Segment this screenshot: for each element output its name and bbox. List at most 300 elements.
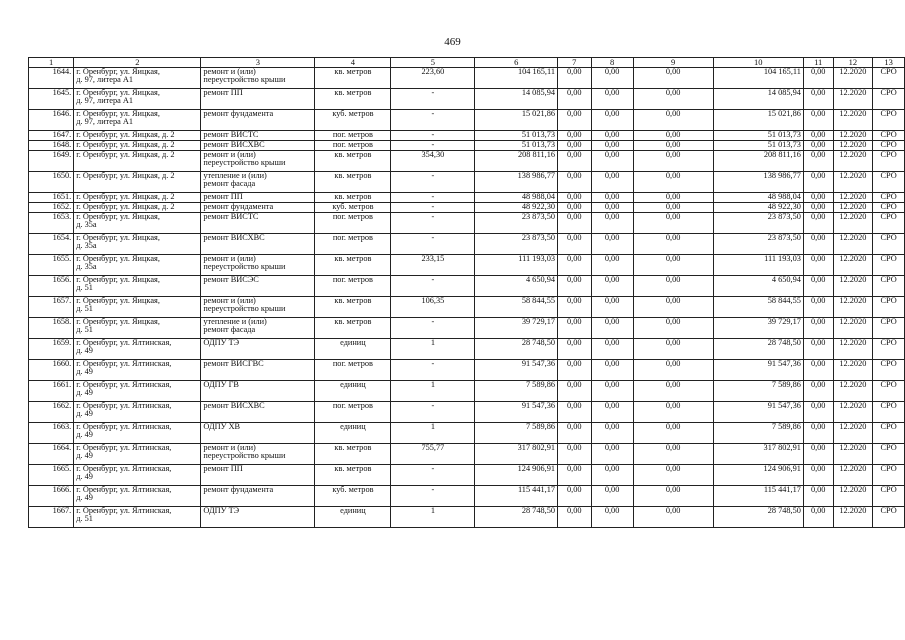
- unit-cell: кв. метров: [315, 151, 391, 172]
- cost-cell: 58 844,55: [713, 297, 803, 318]
- value-cell: 0,00: [803, 89, 833, 110]
- row-number-cell: 1664.: [29, 444, 74, 465]
- quantity-cell: -: [391, 110, 475, 131]
- row-number-cell: 1667.: [29, 507, 74, 528]
- value-cell: 0,00: [803, 276, 833, 297]
- unit-cell: кв. метров: [315, 255, 391, 276]
- cost-cell: 7 589,86: [713, 381, 803, 402]
- value-cell: 0,00: [633, 141, 713, 151]
- table-row: [29, 423, 905, 444]
- row-number-cell: 1649.: [29, 151, 74, 172]
- quantity-cell: 223,60: [391, 68, 475, 89]
- work-type-cell: [201, 68, 315, 89]
- method-cell: СРО: [873, 172, 905, 193]
- value-cell: 0,00: [633, 172, 713, 193]
- row-number-cell: 1657.: [29, 297, 74, 318]
- column-number: 4: [315, 58, 391, 68]
- value-cell: 0,00: [591, 297, 633, 318]
- value-cell: 0,00: [558, 402, 592, 423]
- value-cell: 0,00: [591, 213, 633, 234]
- deadline-cell: 12.2020: [833, 68, 873, 89]
- value-cell: 0,00: [803, 381, 833, 402]
- work-type-cell: [201, 297, 315, 318]
- method-cell: СРО: [873, 318, 905, 339]
- address-line: д. 35а: [76, 262, 97, 272]
- address-line: г. Оренбург, ул. Ялтинская,: [76, 401, 172, 410]
- value-cell: 0,00: [803, 444, 833, 465]
- work-type-line: ремонт фасада: [203, 325, 256, 335]
- column-number: 8: [591, 58, 633, 68]
- address-cell: [74, 213, 201, 234]
- row-number-cell: 1662.: [29, 402, 74, 423]
- deadline-cell: 12.2020: [833, 234, 873, 255]
- address-line: г. Оренбург, ул. Яицкая,: [76, 275, 160, 284]
- table-row: [29, 193, 905, 203]
- cost-cell: 28 748,50: [713, 507, 803, 528]
- column-number: 12: [833, 58, 873, 68]
- value-cell: 0,00: [803, 172, 833, 193]
- value-cell: 0,00: [633, 203, 713, 213]
- column-number-row: [29, 58, 905, 68]
- work-type-line: утепление и (или): [203, 317, 267, 326]
- address-cell: [74, 255, 201, 276]
- work-type-line: ОДПУ ХВ: [203, 422, 241, 431]
- work-type-cell: [201, 193, 315, 203]
- work-type-cell: [201, 131, 315, 141]
- address-line: г. Оренбург, ул. Ялтинская,: [76, 443, 172, 452]
- address-line: д. 49: [76, 430, 93, 440]
- row-number-cell: 1648.: [29, 141, 74, 151]
- unit-cell: пог. метров: [315, 276, 391, 297]
- total-cost-cell: 317 802,91: [475, 444, 558, 465]
- table-row: [29, 402, 905, 423]
- quantity-cell: -: [391, 276, 475, 297]
- value-cell: 0,00: [558, 423, 592, 444]
- address-cell: [74, 276, 201, 297]
- work-type-line: ремонт ПП: [203, 88, 243, 97]
- address-cell: [74, 234, 201, 255]
- cost-cell: 4 650,94: [713, 276, 803, 297]
- address-line: д. 49: [76, 409, 93, 419]
- work-type-line: ремонт и (или): [203, 254, 256, 263]
- quantity-cell: -: [391, 234, 475, 255]
- value-cell: 0,00: [558, 276, 592, 297]
- work-type-cell: [201, 318, 315, 339]
- address-line: г. Оренбург, ул. Ялтинская,: [76, 338, 172, 347]
- address-line: д. 51: [76, 304, 93, 314]
- table-row: [29, 203, 905, 213]
- quantity-cell: 1: [391, 423, 475, 444]
- value-cell: 0,00: [803, 110, 833, 131]
- work-type-cell: [201, 402, 315, 423]
- address-line: д. 35а: [76, 220, 97, 230]
- total-cost-cell: 124 906,91: [475, 465, 558, 486]
- row-number-cell: 1659.: [29, 339, 74, 360]
- value-cell: 0,00: [633, 110, 713, 131]
- row-number-cell: 1656.: [29, 276, 74, 297]
- deadline-cell: 12.2020: [833, 203, 873, 213]
- row-number-cell: 1652.: [29, 203, 74, 213]
- value-cell: 0,00: [803, 68, 833, 89]
- value-cell: 0,00: [558, 381, 592, 402]
- method-cell: СРО: [873, 213, 905, 234]
- total-cost-cell: 14 085,94: [475, 89, 558, 110]
- method-cell: СРО: [873, 381, 905, 402]
- value-cell: 0,00: [591, 172, 633, 193]
- cost-cell: 51 013,73: [713, 131, 803, 141]
- address-line: г. Оренбург, ул. Ялтинская,: [76, 485, 172, 494]
- work-type-line: ремонт ВИСЭС: [203, 275, 259, 284]
- work-type-line: переустройство крыши: [203, 451, 286, 461]
- method-cell: СРО: [873, 402, 905, 423]
- value-cell: 0,00: [633, 193, 713, 203]
- value-cell: 0,00: [803, 465, 833, 486]
- value-cell: 0,00: [558, 213, 592, 234]
- value-cell: 0,00: [633, 297, 713, 318]
- method-cell: СРО: [873, 68, 905, 89]
- total-cost-cell: 91 547,36: [475, 402, 558, 423]
- method-cell: СРО: [873, 444, 905, 465]
- address-line: д. 51: [76, 514, 93, 524]
- value-cell: 0,00: [591, 444, 633, 465]
- address-line: д. 51: [76, 325, 93, 335]
- value-cell: 0,00: [591, 381, 633, 402]
- value-cell: 0,00: [558, 141, 592, 151]
- address-line: д. 49: [76, 472, 93, 482]
- work-type-line: ремонт фасада: [203, 179, 256, 189]
- table-row: [29, 507, 905, 528]
- value-cell: 0,00: [803, 234, 833, 255]
- address-line: г. Оренбург, ул. Яицкая, д. 2: [76, 150, 175, 159]
- unit-cell: единиц: [315, 507, 391, 528]
- cost-cell: 91 547,36: [713, 360, 803, 381]
- address-cell: [74, 465, 201, 486]
- value-cell: 0,00: [591, 402, 633, 423]
- address-cell: [74, 444, 201, 465]
- value-cell: 0,00: [558, 318, 592, 339]
- work-type-cell: [201, 255, 315, 276]
- address-line: г. Оренбург, ул. Ялтинская,: [76, 380, 172, 389]
- address-cell: [74, 402, 201, 423]
- table-row: [29, 141, 905, 151]
- value-cell: 0,00: [803, 402, 833, 423]
- unit-cell: кв. метров: [315, 89, 391, 110]
- method-cell: СРО: [873, 89, 905, 110]
- deadline-cell: 12.2020: [833, 381, 873, 402]
- quantity-cell: 354,30: [391, 151, 475, 172]
- value-cell: 0,00: [803, 507, 833, 528]
- address-line: д. 49: [76, 388, 93, 398]
- address-line: г. Оренбург, ул. Яицкая,: [76, 254, 160, 263]
- work-type-line: ремонт ВИСХВС: [203, 401, 265, 410]
- value-cell: 0,00: [633, 318, 713, 339]
- method-cell: СРО: [873, 193, 905, 203]
- address-line: г. Оренбург, ул. Яицкая, д. 2: [76, 140, 175, 149]
- deadline-cell: 12.2020: [833, 89, 873, 110]
- quantity-cell: 106,35: [391, 297, 475, 318]
- value-cell: 0,00: [803, 203, 833, 213]
- work-type-cell: [201, 465, 315, 486]
- quantity-cell: -: [391, 402, 475, 423]
- address-line: д. 97, литера А1: [76, 96, 133, 106]
- value-cell: 0,00: [558, 507, 592, 528]
- quantity-cell: -: [391, 465, 475, 486]
- table-row: [29, 465, 905, 486]
- value-cell: 0,00: [633, 381, 713, 402]
- address-cell: [74, 486, 201, 507]
- method-cell: СРО: [873, 360, 905, 381]
- quantity-cell: -: [391, 360, 475, 381]
- cost-cell: 7 589,86: [713, 423, 803, 444]
- deadline-cell: 12.2020: [833, 151, 873, 172]
- value-cell: 0,00: [803, 360, 833, 381]
- address-line: г. Оренбург, ул. Яицкая,: [76, 233, 160, 242]
- table-row: [29, 89, 905, 110]
- value-cell: 0,00: [803, 339, 833, 360]
- column-number: 3: [201, 58, 315, 68]
- deadline-cell: 12.2020: [833, 213, 873, 234]
- method-cell: СРО: [873, 255, 905, 276]
- address-line: д. 35а: [76, 241, 97, 251]
- value-cell: 0,00: [803, 141, 833, 151]
- method-cell: СРО: [873, 203, 905, 213]
- work-type-line: ремонт ПП: [203, 192, 243, 201]
- column-number: 6: [475, 58, 558, 68]
- address-cell: [74, 423, 201, 444]
- deadline-cell: 12.2020: [833, 423, 873, 444]
- table-row: [29, 255, 905, 276]
- quantity-cell: -: [391, 193, 475, 203]
- value-cell: 0,00: [591, 89, 633, 110]
- work-type-cell: [201, 339, 315, 360]
- value-cell: 0,00: [558, 444, 592, 465]
- value-cell: 0,00: [633, 444, 713, 465]
- deadline-cell: 12.2020: [833, 486, 873, 507]
- work-type-cell: [201, 381, 315, 402]
- work-type-cell: [201, 360, 315, 381]
- value-cell: 0,00: [591, 360, 633, 381]
- value-cell: 0,00: [591, 318, 633, 339]
- work-type-line: ремонт ПП: [203, 464, 243, 473]
- cost-cell: 51 013,73: [713, 141, 803, 151]
- row-number-cell: 1658.: [29, 318, 74, 339]
- work-type-cell: [201, 151, 315, 172]
- value-cell: 0,00: [558, 110, 592, 131]
- quantity-cell: -: [391, 172, 475, 193]
- unit-cell: единиц: [315, 423, 391, 444]
- deadline-cell: 12.2020: [833, 402, 873, 423]
- value-cell: 0,00: [558, 297, 592, 318]
- value-cell: 0,00: [591, 423, 633, 444]
- deadline-cell: 12.2020: [833, 507, 873, 528]
- quantity-cell: -: [391, 318, 475, 339]
- quantity-cell: 233,15: [391, 255, 475, 276]
- work-type-cell: [201, 423, 315, 444]
- total-cost-cell: 115 441,17: [475, 486, 558, 507]
- quantity-cell: -: [391, 89, 475, 110]
- value-cell: 0,00: [558, 172, 592, 193]
- address-line: г. Оренбург, ул. Ялтинская,: [76, 506, 172, 515]
- value-cell: 0,00: [633, 131, 713, 141]
- table-row: [29, 172, 905, 193]
- value-cell: 0,00: [803, 255, 833, 276]
- total-cost-cell: 39 729,17: [475, 318, 558, 339]
- value-cell: 0,00: [558, 360, 592, 381]
- row-number-cell: 1661.: [29, 381, 74, 402]
- cost-cell: 317 802,91: [713, 444, 803, 465]
- row-number-cell: 1644.: [29, 68, 74, 89]
- value-cell: 0,00: [633, 276, 713, 297]
- table-row: [29, 297, 905, 318]
- total-cost-cell: 58 844,55: [475, 297, 558, 318]
- total-cost-cell: 104 165,11: [475, 68, 558, 89]
- work-type-line: ремонт и (или): [203, 150, 256, 159]
- unit-cell: единиц: [315, 339, 391, 360]
- address-cell: [74, 360, 201, 381]
- value-cell: 0,00: [591, 193, 633, 203]
- table-row: [29, 486, 905, 507]
- value-cell: 0,00: [591, 276, 633, 297]
- unit-cell: куб. метров: [315, 203, 391, 213]
- work-type-line: ремонт и (или): [203, 443, 256, 452]
- work-type-cell: [201, 172, 315, 193]
- address-line: г. Оренбург, ул. Яицкая,: [76, 212, 160, 221]
- method-cell: СРО: [873, 465, 905, 486]
- table-row: [29, 151, 905, 172]
- row-number-cell: 1666.: [29, 486, 74, 507]
- deadline-cell: 12.2020: [833, 297, 873, 318]
- address-cell: [74, 203, 201, 213]
- table-row: [29, 213, 905, 234]
- address-line: г. Оренбург, ул. Яицкая, д. 2: [76, 171, 175, 180]
- work-type-line: переустройство крыши: [203, 304, 286, 314]
- row-number-cell: 1645.: [29, 89, 74, 110]
- row-number-cell: 1654.: [29, 234, 74, 255]
- quantity-cell: 1: [391, 339, 475, 360]
- deadline-cell: 12.2020: [833, 255, 873, 276]
- value-cell: 0,00: [591, 339, 633, 360]
- cost-cell: 23 873,50: [713, 234, 803, 255]
- total-cost-cell: 51 013,73: [475, 141, 558, 151]
- row-number-cell: 1665.: [29, 465, 74, 486]
- deadline-cell: 12.2020: [833, 276, 873, 297]
- method-cell: СРО: [873, 297, 905, 318]
- address-cell: [74, 297, 201, 318]
- value-cell: 0,00: [558, 486, 592, 507]
- cost-cell: 124 906,91: [713, 465, 803, 486]
- unit-cell: кв. метров: [315, 444, 391, 465]
- method-cell: СРО: [873, 234, 905, 255]
- work-type-cell: [201, 110, 315, 131]
- total-cost-cell: 91 547,36: [475, 360, 558, 381]
- table-row: [29, 381, 905, 402]
- quantity-cell: 1: [391, 381, 475, 402]
- value-cell: 0,00: [803, 213, 833, 234]
- address-cell: [74, 172, 201, 193]
- quantity-cell: 755,77: [391, 444, 475, 465]
- deadline-cell: 12.2020: [833, 444, 873, 465]
- total-cost-cell: 111 193,03: [475, 255, 558, 276]
- work-type-line: утепление и (или): [203, 171, 267, 180]
- row-number-cell: 1651.: [29, 193, 74, 203]
- column-number: 9: [633, 58, 713, 68]
- total-cost-cell: 208 811,16: [475, 151, 558, 172]
- cost-cell: 208 811,16: [713, 151, 803, 172]
- quantity-cell: 1: [391, 507, 475, 528]
- value-cell: 0,00: [558, 255, 592, 276]
- address-line: г. Оренбург, ул. Яицкая, д. 2: [76, 130, 175, 139]
- column-number: 11: [803, 58, 833, 68]
- total-cost-cell: 23 873,50: [475, 213, 558, 234]
- work-type-line: ремонт ВИСГВС: [203, 359, 264, 368]
- value-cell: 0,00: [633, 234, 713, 255]
- unit-cell: пог. метров: [315, 141, 391, 151]
- work-type-line: переустройство крыши: [203, 262, 286, 272]
- unit-cell: кв. метров: [315, 193, 391, 203]
- deadline-cell: 12.2020: [833, 465, 873, 486]
- column-number: 7: [558, 58, 592, 68]
- value-cell: 0,00: [803, 486, 833, 507]
- row-number-cell: 1647.: [29, 131, 74, 141]
- unit-cell: кв. метров: [315, 68, 391, 89]
- work-type-cell: [201, 141, 315, 151]
- value-cell: 0,00: [591, 465, 633, 486]
- work-type-line: ремонт фундамента: [203, 485, 274, 494]
- value-cell: 0,00: [633, 339, 713, 360]
- column-number: 10: [713, 58, 803, 68]
- address-line: д. 49: [76, 451, 93, 461]
- value-cell: 0,00: [591, 234, 633, 255]
- column-number: 13: [873, 58, 905, 68]
- work-type-line: ОДПУ ТЭ: [203, 338, 240, 347]
- work-type-cell: [201, 234, 315, 255]
- deadline-cell: 12.2020: [833, 360, 873, 381]
- value-cell: 0,00: [558, 131, 592, 141]
- cost-cell: 15 021,86: [713, 110, 803, 131]
- cost-cell: 28 748,50: [713, 339, 803, 360]
- value-cell: 0,00: [558, 89, 592, 110]
- address-cell: [74, 507, 201, 528]
- value-cell: 0,00: [591, 68, 633, 89]
- value-cell: 0,00: [633, 507, 713, 528]
- quantity-cell: -: [391, 203, 475, 213]
- address-cell: [74, 151, 201, 172]
- address-cell: [74, 381, 201, 402]
- work-type-line: ОДПУ ГВ: [203, 380, 239, 389]
- total-cost-cell: 4 650,94: [475, 276, 558, 297]
- cost-cell: 91 547,36: [713, 402, 803, 423]
- value-cell: 0,00: [803, 318, 833, 339]
- address-cell: [74, 89, 201, 110]
- method-cell: СРО: [873, 507, 905, 528]
- value-cell: 0,00: [633, 486, 713, 507]
- row-number-cell: 1653.: [29, 213, 74, 234]
- value-cell: 0,00: [591, 203, 633, 213]
- deadline-cell: 12.2020: [833, 193, 873, 203]
- unit-cell: кв. метров: [315, 297, 391, 318]
- address-cell: [74, 141, 201, 151]
- value-cell: 0,00: [633, 465, 713, 486]
- unit-cell: пог. метров: [315, 131, 391, 141]
- total-cost-cell: 7 589,86: [475, 381, 558, 402]
- value-cell: 0,00: [803, 423, 833, 444]
- unit-cell: пог. метров: [315, 360, 391, 381]
- deadline-cell: 12.2020: [833, 110, 873, 131]
- address-cell: [74, 339, 201, 360]
- work-type-cell: [201, 486, 315, 507]
- work-type-line: ОДПУ ТЭ: [203, 506, 240, 515]
- cost-cell: 111 193,03: [713, 255, 803, 276]
